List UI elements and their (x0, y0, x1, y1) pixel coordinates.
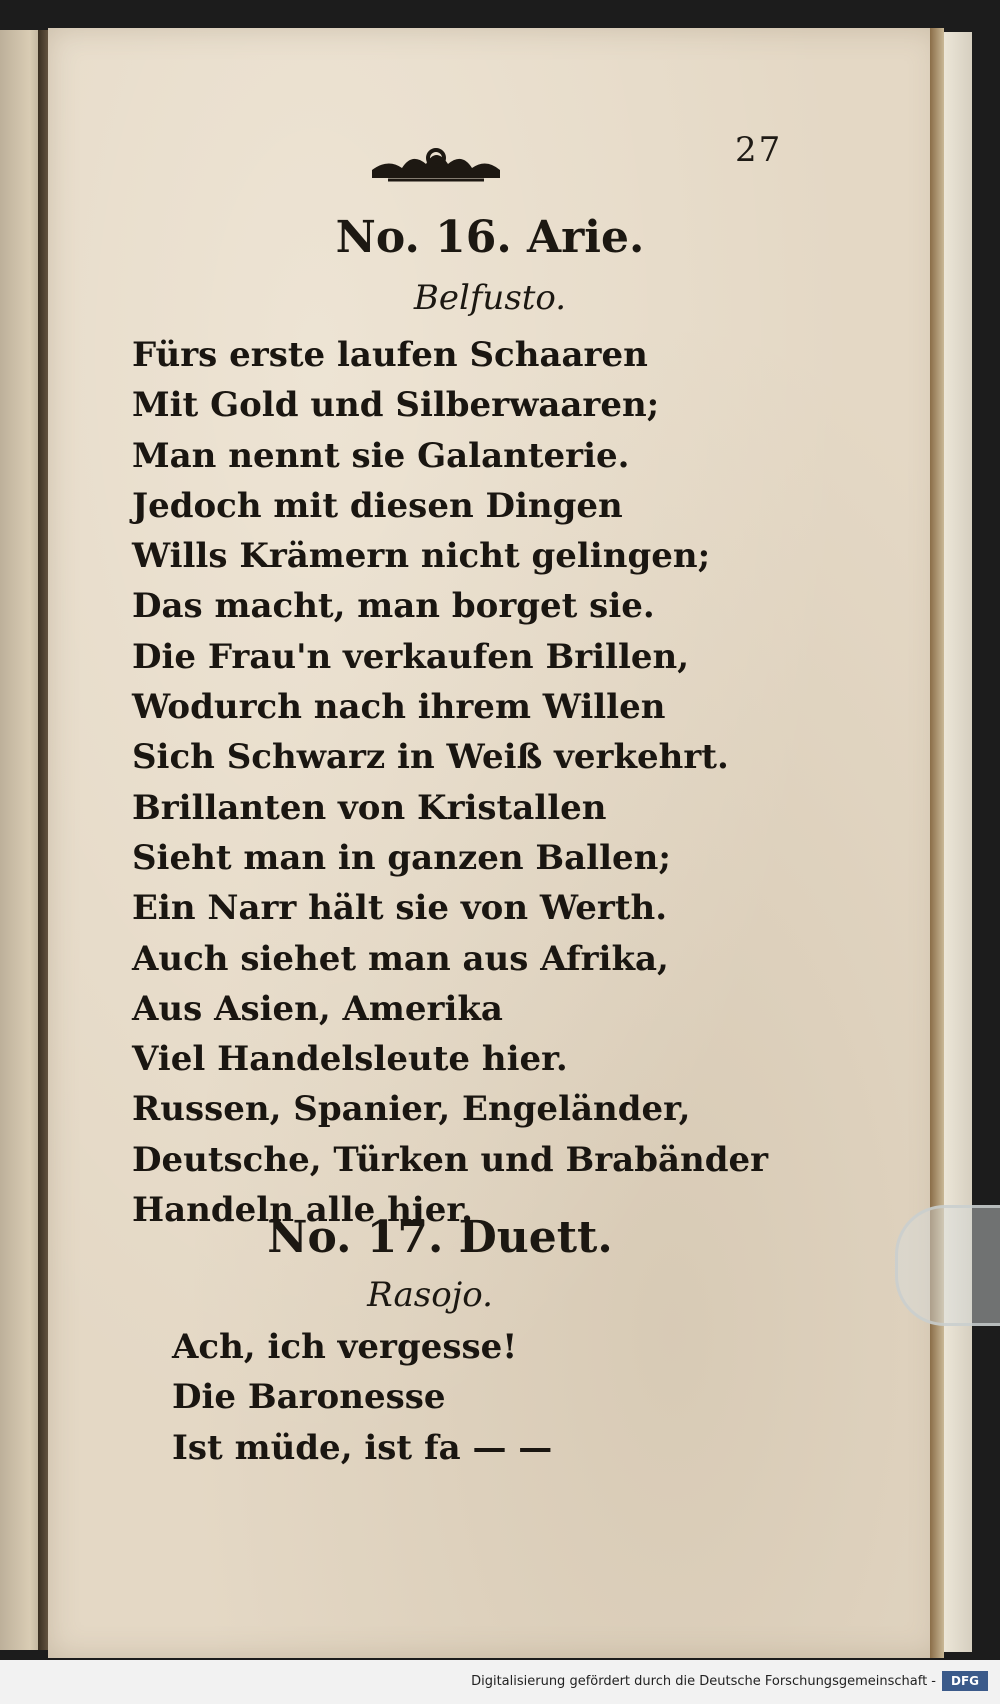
printer-ornament-icon (368, 140, 504, 186)
verse-line: Sich Schwarz in Weiß verkehrt. (132, 737, 729, 778)
verse-duet (172, 1322, 552, 1473)
verse-line: Jedoch mit diesen Dingen (132, 485, 623, 526)
verse-line: Ein Narr hält sie von Werth. (132, 888, 668, 929)
verse-aria (132, 330, 768, 1235)
section-heading-aria: No. 16. Arie. (335, 212, 645, 263)
page-clip (895, 1205, 1000, 1326)
verse-line: Ist müde, ist fa — — (172, 1427, 553, 1468)
verse-line: Die Frau'n verkaufen Brillen, (132, 636, 690, 677)
funding-credit: Digitalisierung gefördert durch die Deutsche Forschungsgemeinschaft - (471, 1674, 936, 1689)
verse-line: Russen, Spanier, Engeländer, (132, 1089, 691, 1130)
verse-line: Brillanten von Kristallen (132, 787, 607, 828)
speaker-name: Belfusto. (413, 278, 567, 318)
verse-line: Das macht, man borget sie. (132, 586, 655, 627)
verse-line: Aus Asien, Amerika (132, 988, 503, 1029)
verse-line: Die Baronesse (172, 1377, 446, 1418)
section-heading-duet: No. 17. Duett. (267, 1212, 613, 1263)
footer-bar (0, 1660, 1000, 1704)
verse-line: Auch siehet man aus Afrika, (132, 938, 669, 979)
verse-line: Deutsche, Türken und Brabänder (132, 1139, 769, 1180)
verse-line: Viel Handelsleute hier. (132, 1039, 568, 1080)
verse-line: Wodurch nach ihrem Willen (132, 687, 666, 728)
page-number: 27 (735, 130, 783, 170)
verse-line: Ach, ich vergesse! (172, 1327, 518, 1367)
verse-line: Man nennt sie Galanterie. (132, 435, 630, 476)
dfg-logo: DFG (942, 1671, 988, 1691)
speaker-name: Rasojo. (367, 1275, 493, 1315)
verse-line: Handeln alle hier. (132, 1190, 473, 1231)
verse-line: Mit Gold und Silberwaaren; (132, 385, 660, 426)
verse-line: Fürs erste laufen Schaaren (132, 335, 648, 375)
verse-line: Wills Krämern nicht gelingen; (132, 536, 711, 577)
cover-edge (944, 32, 972, 1652)
page-edge (930, 28, 944, 1658)
verse-line: Sieht man in ganzen Ballen; (132, 837, 671, 878)
